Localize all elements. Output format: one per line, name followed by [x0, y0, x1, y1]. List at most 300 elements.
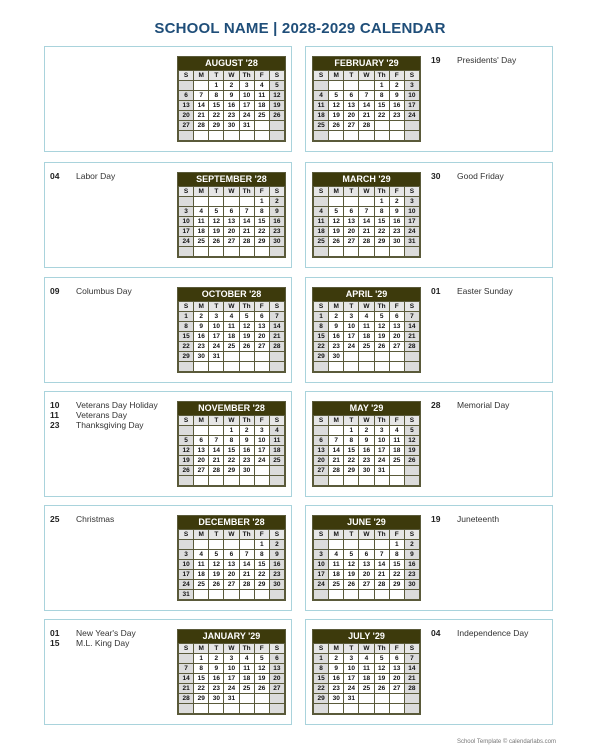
weekday-label: M	[329, 416, 344, 426]
day-cell: 26	[404, 456, 419, 466]
day-cell: 30	[239, 466, 254, 476]
day-cell: 11	[254, 91, 269, 101]
week-row	[314, 580, 420, 590]
day-cell	[359, 540, 374, 550]
day-cell: 6	[254, 312, 269, 322]
day-cell	[404, 352, 419, 362]
week-row	[314, 91, 420, 101]
day-cell	[194, 704, 209, 714]
day-cell: 28	[194, 121, 209, 131]
holiday-date: 23	[50, 420, 60, 430]
day-cell: 10	[254, 436, 269, 446]
day-cell: 19	[404, 446, 419, 456]
day-cell: 10	[344, 664, 359, 674]
day-cell: 30	[389, 237, 404, 247]
day-cell: 30	[269, 237, 284, 247]
day-cell: 29	[254, 237, 269, 247]
holiday-date: 11	[50, 410, 59, 420]
day-cell: 24	[314, 580, 329, 590]
week-row	[314, 446, 420, 456]
day-cell	[239, 247, 254, 257]
day-cell: 17	[344, 332, 359, 342]
day-cell	[254, 121, 269, 131]
day-cell	[224, 540, 239, 550]
day-cell: 19	[179, 456, 194, 466]
holiday-name: Columbus Day	[76, 286, 132, 296]
mini-calendar	[177, 515, 286, 601]
day-cell: 10	[209, 322, 224, 332]
day-cell	[269, 131, 284, 141]
day-cell: 3	[179, 550, 194, 560]
holiday-list	[50, 171, 115, 181]
day-cell	[329, 247, 344, 257]
day-cell: 7	[194, 91, 209, 101]
day-cell	[269, 476, 284, 486]
day-cell	[359, 694, 374, 704]
day-cell: 30	[329, 352, 344, 362]
day-cell: 16	[269, 560, 284, 570]
day-cell: 20	[344, 227, 359, 237]
week-row	[314, 476, 420, 486]
day-cell: 20	[389, 674, 404, 684]
day-cell: 19	[209, 227, 224, 237]
day-cell: 12	[329, 101, 344, 111]
weekday-label: T	[209, 644, 224, 654]
day-cell: 3	[209, 312, 224, 322]
day-cell: 21	[239, 570, 254, 580]
day-cell: 21	[269, 332, 284, 342]
day-cell: 11	[359, 664, 374, 674]
day-cell: 13	[179, 101, 194, 111]
day-cell: 15	[209, 101, 224, 111]
week-row	[314, 362, 420, 372]
day-cell: 22	[224, 456, 239, 466]
day-cell: 17	[254, 446, 269, 456]
weekday-label: T	[209, 187, 224, 197]
week-row	[179, 227, 285, 237]
day-cell: 8	[389, 550, 404, 560]
day-cell	[269, 704, 284, 714]
day-cell: 10	[239, 91, 254, 101]
day-cell: 14	[404, 322, 419, 332]
day-cell: 25	[194, 237, 209, 247]
day-cell: 14	[209, 446, 224, 456]
day-cell: 13	[224, 560, 239, 570]
weekday-label: T	[344, 416, 359, 426]
day-cell: 1	[389, 540, 404, 550]
day-cell: 2	[404, 540, 419, 550]
day-cell	[194, 81, 209, 91]
day-cell: 9	[209, 664, 224, 674]
weekday-label: S	[314, 416, 329, 426]
day-cell: 27	[269, 684, 284, 694]
day-cell: 23	[389, 227, 404, 237]
day-cell: 1	[314, 312, 329, 322]
day-cell: 14	[359, 101, 374, 111]
day-cell: 15	[224, 446, 239, 456]
day-cell: 31	[224, 694, 239, 704]
day-cell	[344, 81, 359, 91]
day-cell: 5	[329, 207, 344, 217]
day-cell: 22	[209, 111, 224, 121]
day-cell: 20	[224, 227, 239, 237]
week-row	[314, 322, 420, 332]
page-title: SCHOOL NAME | 2028-2029 CALENDAR	[154, 20, 446, 37]
day-cell	[359, 81, 374, 91]
week-row	[314, 312, 420, 322]
day-cell: 27	[389, 342, 404, 352]
week-row	[179, 121, 285, 131]
day-cell: 19	[374, 674, 389, 684]
week-row	[314, 654, 420, 664]
day-cell: 26	[239, 342, 254, 352]
weekday-header-row	[314, 530, 420, 540]
weekday-label: T	[344, 530, 359, 540]
day-cell: 7	[179, 664, 194, 674]
day-cell: 1	[254, 197, 269, 207]
day-cell: 20	[194, 456, 209, 466]
day-cell: 8	[314, 664, 329, 674]
day-cell: 17	[179, 227, 194, 237]
day-cell: 15	[389, 560, 404, 570]
holiday-list	[431, 171, 504, 181]
month-header: MAY '29	[313, 402, 420, 415]
holiday-name: Veterans Day Holiday	[76, 400, 158, 410]
weekday-label: M	[194, 644, 209, 654]
day-cell: 4	[239, 654, 254, 664]
day-cell: 7	[269, 312, 284, 322]
day-cell	[239, 362, 254, 372]
day-cell: 1	[254, 540, 269, 550]
day-cell	[224, 476, 239, 486]
weekday-label: M	[194, 71, 209, 81]
day-cell: 1	[194, 654, 209, 664]
day-cell	[254, 352, 269, 362]
day-cell: 16	[269, 217, 284, 227]
weekday-header-row	[179, 644, 285, 654]
day-cell	[224, 352, 239, 362]
day-cell: 18	[359, 674, 374, 684]
day-cell: 25	[359, 684, 374, 694]
day-cell: 14	[179, 674, 194, 684]
weekday-label: W	[359, 302, 374, 312]
day-cell: 12	[329, 217, 344, 227]
day-cell: 2	[329, 654, 344, 664]
day-cell: 10	[179, 217, 194, 227]
day-cell	[374, 131, 389, 141]
day-cell	[269, 352, 284, 362]
month-box	[44, 162, 292, 268]
day-cell: 16	[224, 101, 239, 111]
day-cell: 7	[359, 207, 374, 217]
day-cell: 26	[254, 684, 269, 694]
day-cell: 27	[314, 466, 329, 476]
month-box	[44, 505, 292, 611]
day-cell: 21	[359, 227, 374, 237]
day-cell: 27	[224, 237, 239, 247]
day-cell: 12	[254, 664, 269, 674]
day-cell	[194, 197, 209, 207]
day-cell: 29	[254, 580, 269, 590]
weekday-label: F	[389, 187, 404, 197]
day-cell	[224, 590, 239, 600]
weekday-label: M	[329, 71, 344, 81]
day-cell: 28	[359, 237, 374, 247]
day-cell: 7	[404, 654, 419, 664]
day-cell	[374, 476, 389, 486]
day-cell: 3	[314, 550, 329, 560]
day-cell: 24	[239, 111, 254, 121]
weekday-label: Th	[239, 71, 254, 81]
weekday-label: W	[224, 416, 239, 426]
weekday-label: S	[269, 302, 284, 312]
weekday-label: S	[314, 644, 329, 654]
day-cell: 15	[374, 217, 389, 227]
weekday-label: Th	[374, 530, 389, 540]
mini-calendar	[312, 172, 421, 258]
week-row	[179, 81, 285, 91]
holiday-date: 19	[431, 55, 441, 65]
weekday-label: S	[179, 644, 194, 654]
day-cell	[194, 362, 209, 372]
day-cell	[359, 247, 374, 257]
holiday-name: Good Friday	[457, 171, 504, 181]
day-cell: 23	[359, 456, 374, 466]
weekday-label: Th	[239, 530, 254, 540]
weekday-label: S	[404, 416, 419, 426]
day-cell: 18	[314, 227, 329, 237]
weekday-label: S	[269, 71, 284, 81]
day-cell: 21	[404, 332, 419, 342]
day-cell: 28	[359, 121, 374, 131]
holiday-date: 10	[50, 400, 60, 410]
holiday-date: 15	[50, 638, 60, 648]
day-cell	[359, 704, 374, 714]
day-cell: 14	[329, 446, 344, 456]
week-row	[314, 227, 420, 237]
day-cell: 25	[329, 580, 344, 590]
day-cell: 16	[359, 446, 374, 456]
weekday-label: F	[254, 302, 269, 312]
day-cell: 24	[254, 456, 269, 466]
day-cell	[254, 362, 269, 372]
day-cell: 14	[239, 217, 254, 227]
day-cell	[344, 362, 359, 372]
day-cell: 25	[314, 237, 329, 247]
week-row	[179, 362, 285, 372]
day-cell: 15	[194, 674, 209, 684]
weekday-header-row	[179, 302, 285, 312]
holiday-item	[50, 638, 136, 648]
day-cell: 11	[269, 436, 284, 446]
day-cell: 6	[269, 654, 284, 664]
week-row	[179, 352, 285, 362]
day-cell: 6	[389, 654, 404, 664]
day-cell: 22	[254, 227, 269, 237]
day-cell	[239, 352, 254, 362]
day-cell: 4	[254, 81, 269, 91]
day-cell: 20	[224, 570, 239, 580]
day-cell: 12	[209, 560, 224, 570]
day-cell: 28	[179, 694, 194, 704]
holiday-item	[50, 410, 158, 420]
day-cell: 15	[254, 560, 269, 570]
week-row	[314, 237, 420, 247]
day-cell: 7	[374, 550, 389, 560]
day-cell	[359, 352, 374, 362]
day-cell	[239, 131, 254, 141]
day-cell: 13	[314, 446, 329, 456]
day-cell: 5	[179, 436, 194, 446]
day-cell: 20	[314, 456, 329, 466]
day-cell: 8	[254, 207, 269, 217]
weekday-label: S	[179, 302, 194, 312]
weekday-header-row	[314, 71, 420, 81]
day-cell	[314, 362, 329, 372]
mini-calendar	[312, 401, 421, 487]
week-row	[179, 342, 285, 352]
day-cell: 20	[269, 674, 284, 684]
day-cell: 3	[344, 654, 359, 664]
day-cell	[209, 426, 224, 436]
day-cell	[359, 362, 374, 372]
day-cell: 26	[374, 342, 389, 352]
day-cell: 12	[209, 217, 224, 227]
day-cell	[389, 704, 404, 714]
day-cell: 17	[239, 101, 254, 111]
day-cell: 16	[389, 101, 404, 111]
day-cell: 5	[209, 550, 224, 560]
day-cell	[194, 540, 209, 550]
day-cell: 19	[269, 101, 284, 111]
day-cell: 31	[239, 121, 254, 131]
day-cell: 1	[374, 197, 389, 207]
day-cell: 2	[209, 654, 224, 664]
day-cell: 22	[314, 342, 329, 352]
day-cell: 28	[209, 466, 224, 476]
day-cell: 24	[209, 342, 224, 352]
day-cell: 21	[209, 456, 224, 466]
day-cell: 8	[374, 91, 389, 101]
day-cell: 23	[329, 342, 344, 352]
day-cell: 4	[314, 91, 329, 101]
day-cell: 1	[374, 81, 389, 91]
holiday-date: 28	[431, 400, 441, 410]
day-cell: 4	[224, 312, 239, 322]
day-cell: 2	[269, 197, 284, 207]
day-cell: 16	[329, 332, 344, 342]
day-cell: 11	[224, 322, 239, 332]
month-header: APRIL '29	[313, 288, 420, 301]
day-cell: 7	[209, 436, 224, 446]
day-cell: 28	[404, 342, 419, 352]
day-cell: 30	[224, 121, 239, 131]
day-cell: 13	[224, 217, 239, 227]
holiday-list	[431, 628, 528, 638]
day-cell: 7	[239, 550, 254, 560]
holiday-list	[431, 55, 516, 65]
week-row	[314, 456, 420, 466]
day-cell: 22	[389, 570, 404, 580]
day-cell: 9	[194, 322, 209, 332]
day-cell: 10	[314, 560, 329, 570]
holiday-item	[431, 514, 499, 524]
week-row	[314, 81, 420, 91]
day-cell	[389, 476, 404, 486]
mini-calendar	[177, 629, 286, 715]
weekday-label: Th	[374, 71, 389, 81]
holiday-name: Independence Day	[457, 628, 529, 638]
holiday-item	[50, 420, 158, 430]
day-cell: 19	[329, 227, 344, 237]
week-row	[179, 91, 285, 101]
day-cell: 11	[194, 217, 209, 227]
day-cell: 23	[329, 684, 344, 694]
day-cell: 5	[404, 426, 419, 436]
day-cell: 26	[329, 237, 344, 247]
weekday-label: W	[359, 416, 374, 426]
day-cell: 11	[329, 560, 344, 570]
day-cell	[344, 131, 359, 141]
day-cell	[179, 654, 194, 664]
day-cell: 22	[179, 342, 194, 352]
day-cell: 10	[179, 560, 194, 570]
week-row	[179, 570, 285, 580]
day-cell	[329, 590, 344, 600]
day-cell	[269, 466, 284, 476]
day-cell: 26	[344, 580, 359, 590]
holiday-item	[50, 171, 115, 181]
holiday-date: 19	[431, 514, 441, 524]
day-cell: 23	[269, 570, 284, 580]
month-header: DECEMBER '28	[178, 516, 285, 529]
weekday-label: F	[254, 416, 269, 426]
day-cell: 8	[374, 207, 389, 217]
day-cell: 29	[374, 237, 389, 247]
day-cell	[389, 590, 404, 600]
day-cell: 27	[194, 466, 209, 476]
day-cell: 15	[254, 217, 269, 227]
day-cell: 21	[239, 227, 254, 237]
day-cell: 4	[329, 550, 344, 560]
day-cell: 6	[389, 312, 404, 322]
day-cell: 16	[209, 674, 224, 684]
day-cell: 26	[269, 111, 284, 121]
day-cell: 11	[314, 101, 329, 111]
day-cell	[209, 247, 224, 257]
day-cell: 18	[314, 111, 329, 121]
day-cell	[389, 352, 404, 362]
day-cell: 29	[314, 694, 329, 704]
day-cell: 5	[344, 550, 359, 560]
day-cell: 12	[404, 436, 419, 446]
week-row	[179, 312, 285, 322]
day-cell: 17	[224, 674, 239, 684]
day-cell: 7	[239, 207, 254, 217]
day-cell: 20	[254, 332, 269, 342]
weekday-label: F	[389, 71, 404, 81]
weekday-label: M	[194, 530, 209, 540]
week-row	[179, 684, 285, 694]
day-cell: 28	[269, 342, 284, 352]
day-cell: 29	[314, 352, 329, 362]
day-cell: 13	[344, 101, 359, 111]
week-row	[179, 704, 285, 714]
day-cell: 2	[269, 540, 284, 550]
day-cell: 9	[359, 436, 374, 446]
day-cell	[224, 197, 239, 207]
day-cell: 14	[194, 101, 209, 111]
